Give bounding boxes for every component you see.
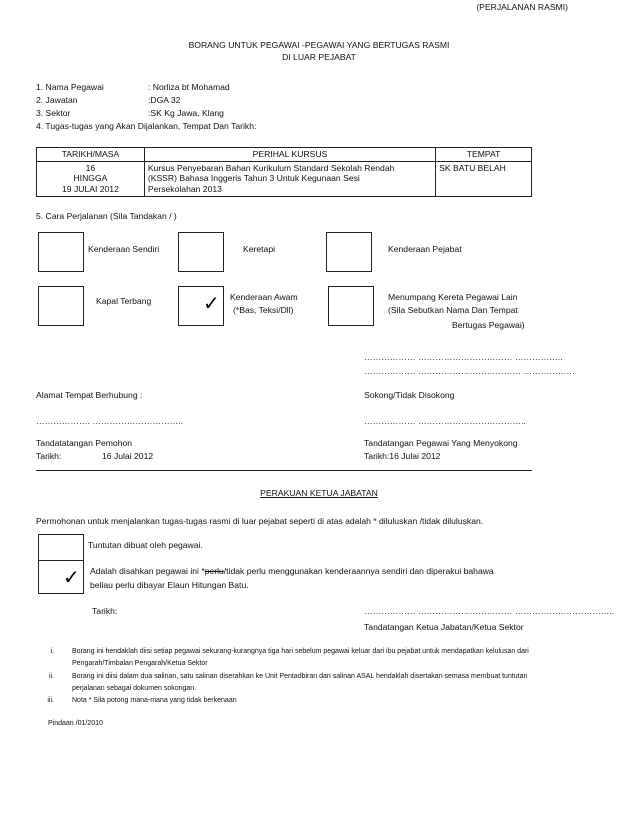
table-row [37, 161, 532, 196]
sokong-label: Sokong/Tidak Disokong [364, 390, 455, 400]
pemohon-tarikh-value: 16 Julai 2012 [102, 451, 154, 461]
disahkan-struck-word: perlu [204, 566, 224, 576]
sektor-label: 3. Sektor [36, 108, 71, 118]
tarikh-line: HINGGA [73, 173, 108, 184]
alamat-label: Alamat Tempat Berhubung : [36, 390, 143, 400]
note-line: Nota * Sila potong mana-mana yang tidak berkenaan [72, 697, 237, 704]
note-line: Pengarah/Timbalan Pengarah/Ketua Sektor [72, 660, 208, 667]
keretapi-label: Keretapi [243, 244, 276, 254]
approval-statement: Permohonan untuk menjalankan tugas-tugas rasmi di luar pejabat seperti di atas adalah * diluluskan /tidak diluluskan. [36, 516, 484, 526]
section-divider [36, 470, 532, 471]
note-number: iii. [47, 697, 54, 704]
alamat-field[interactable]: ………………. ………………………….. [36, 416, 184, 426]
menumpang-place-field[interactable]: ……………… ……………………………… ……………… [364, 366, 576, 376]
note-line: Borang ini hendaklah diisi setiap pegawai sekurang-kurangnya tiga hari sebelum pegawai keluar dari ibu pejabat untuk mendapatkan kelulusan dari [72, 648, 529, 655]
pemohon-tarikh-label: Tarikh: [36, 451, 62, 461]
disahkan-post: /tidak perlu menggunakan kenderaannya sendiri dan diperakui bahawa [223, 566, 494, 576]
nama-value: : Norliza bt Mohamad [148, 82, 230, 92]
menumpang-line-3: Bertugas Pegawai) [452, 320, 525, 330]
kenderaan-pejabat-label: Kenderaan Pejabat [388, 244, 462, 254]
pindaan-label: Pindaan /01/2010 [48, 720, 103, 727]
menumpang-name-field[interactable]: ……………… …………………………… …………….. [364, 352, 563, 362]
note-number: ii. [48, 673, 54, 680]
check-mark-icon: ✓ [203, 291, 220, 315]
tarikh-line: 16 [85, 162, 96, 173]
nama-label: 1. Nama Pegawai [36, 82, 104, 92]
document-reference: (PERJALANAN RASMI) [476, 2, 568, 12]
table-header-row [37, 148, 532, 162]
tugas-label: 4. Tugas-tugas yang Akan Dijalankan, Tempat Dan Tarikh: [36, 121, 257, 131]
disahkan-line-1 [90, 566, 494, 577]
kursus-table [36, 147, 532, 197]
disahkan-pre: Adalah disahkan pegawai ini * [90, 566, 205, 576]
penyokong-signature-label: Tandatangan Pegawai Yang Menyokong [364, 438, 518, 448]
menumpang-checkbox[interactable] [328, 286, 374, 326]
note-line: perjalanan sebagai dokumen sokongan. [72, 685, 197, 692]
kursus-cell [144, 161, 435, 196]
kursus-line: Persekolahan 2013 [147, 184, 222, 195]
tempat-cell: SK BATU BELAH [436, 161, 532, 196]
kapal-terbang-label: Kapal Terbang [96, 296, 152, 306]
ketua-signature-field[interactable]: ……………… …………………………… …………………………….. [364, 606, 615, 616]
kursus-line: Kursus Penyebaran Bahan Kurikulum Standard Sekolah Rendah [147, 162, 395, 173]
ketua-tarikh-label: Tarikh: [92, 606, 118, 616]
note-line: Borang ini diisi dalam dua salinan, satu salinan diserahkan ke Unit Pentadbiran dan salinan ASAL hendaklah disertakan semasa membuat tuntutan [72, 673, 528, 680]
header-tempat: TEMPAT [436, 148, 532, 162]
kenderaan-awam-note: (*Bas, Teksi/Dll) [233, 305, 294, 315]
ketua-signature-label: Tandatangan Ketua Jabatan/Ketua Sektor [364, 622, 524, 632]
travel-heading: 5. Cara Perjalanan (Sila Tandakan / ) [36, 211, 177, 221]
menumpang-line-2: (Sila Sebutkan Nama Dan Tempat [388, 305, 518, 315]
header-tarikh: TARIKH/MASA [37, 148, 145, 162]
penyokong-tarikh: Tarikh:16 Julai 2012 [364, 451, 441, 461]
kenderaan-awam-label: Kenderaan Awam [230, 292, 298, 302]
disahkan-line-2: beliau perlu dibayar Elaun Hitungan Batu. [90, 580, 249, 590]
tuntutan-label: Tuntutan dibuat oleh pegawai. [88, 540, 203, 550]
kenderaan-sendiri-checkbox[interactable] [38, 232, 84, 272]
note-number: i. [50, 648, 54, 655]
keretapi-checkbox[interactable] [178, 232, 224, 272]
header-perihal: PERIHAL KURSUS [144, 148, 435, 162]
kenderaan-sendiri-label: Kenderaan Sendiri [88, 244, 160, 254]
sektor-value: :SK Kg Jawa, Klang [148, 108, 224, 118]
menumpang-line-1: Menumpang Kereta Pegawai Lain [388, 292, 518, 302]
tarikh-line: 19 JULAI 2012 [62, 184, 119, 195]
approval-heading: PERAKUAN KETUA JABATAN [260, 488, 378, 498]
pemohon-signature-label: Tandatatangan Pemohon [36, 438, 133, 448]
sokong-signature-field[interactable]: ……………… ……………………………….. [364, 416, 526, 426]
tarikh-cell [37, 161, 145, 196]
check-mark-icon: ✓ [63, 565, 80, 589]
kenderaan-pejabat-checkbox[interactable] [326, 232, 372, 272]
disahkan-checkbox[interactable] [38, 560, 84, 594]
jawatan-label: 2. Jawatan [36, 95, 78, 105]
jawatan-value: :DGA 32 [148, 95, 181, 105]
kursus-line: (KSSR) Bahasa Inggeris Tahun 3 Untuk Kegunaan Sesi [147, 173, 360, 184]
form-title-line-2: DI LUAR PEJABAT [282, 52, 356, 62]
kapal-terbang-checkbox[interactable] [38, 286, 84, 326]
kenderaan-awam-checkbox[interactable] [178, 286, 224, 326]
form-title-line-1: BORANG UNTUK PEGAWAI -PEGAWAI YANG BERTUGAS RASMI [188, 40, 450, 50]
